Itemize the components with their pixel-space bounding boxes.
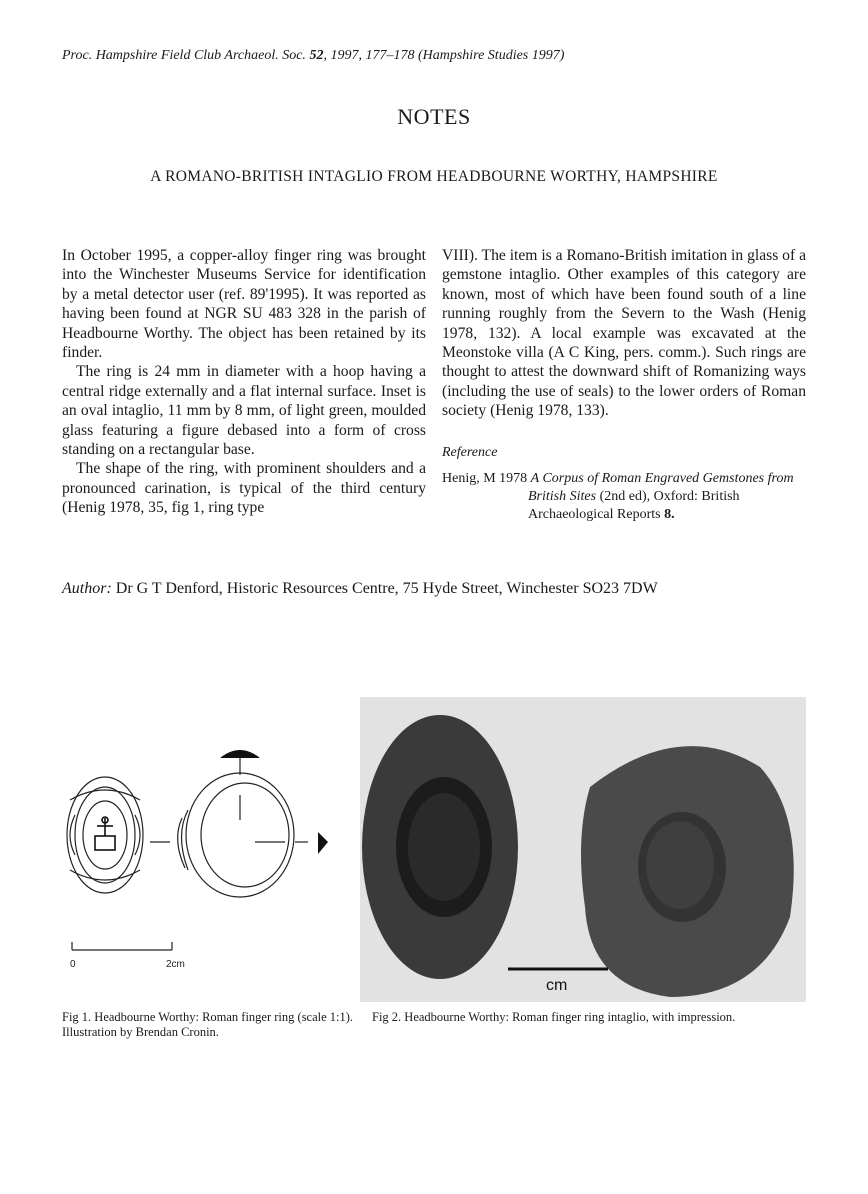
article-title: A ROMANO-BRITISH INTAGLIO FROM HEADBOURNE WORTHY, HAMPSHIRE — [150, 168, 718, 185]
reference-heading: Reference — [442, 444, 498, 460]
ring-drawing — [60, 740, 350, 970]
ring-photo — [360, 697, 806, 1002]
figure1-caption: Fig 1. Headbourne Worthy: Roman finger ring (scale 1:1). Illustration by Brendan Cronin. — [62, 1010, 354, 1039]
scale-end-label: 2cm — [166, 959, 185, 970]
paragraph: VIII). The item is a Romano-British imitation in glass of a gemstone intaglio. Other examples of this category are known, most of which have been found south of a line running roughly from the Severn to the Wash (Henig 1978, 132). A local example was excavated at the Meonstoke villa (A C King, pers. comm.). Such rings are thought to attest the downward shift of Romanizing ways (including the use of seals) to the lower orders of Roman society (Henig 1978, 133). — [442, 247, 806, 420]
section-title: NOTES — [397, 104, 471, 129]
figure2-caption: Fig 2. Headbourne Worthy: Roman finger ring intaglio, with impression. — [372, 1010, 736, 1024]
paragraph: The ring is 24 mm in diameter with a hoop having a central ridge externally and a flat internal surface. Inset is an oval intaglio, 11 mm by 8 mm, of light green, moulded glass featuring a figure debased into a form of cross standing on a rectangular base. — [62, 363, 426, 459]
reference-entry: Henig, M 1978 A Corpus of Roman Engraved Gemstones from British Sites (2nd ed), Oxford: British Archaeological Reports 8. — [442, 471, 794, 523]
paragraph: In October 1995, a copper-alloy finger ring was brought into the Winchester Museums Service for identification by a metal detector user (ref. 89'1995). It was reported as having been found at NGR SU 483 328 in the parish of Headbourne Worthy. The object has been retained by its finder. — [62, 247, 426, 362]
left-column — [62, 246, 426, 518]
photo-scale-label: cm — [546, 977, 568, 994]
right-column — [442, 246, 806, 524]
paragraph: The shape of the ring, with prominent shoulders and a pronounced carination, is typical of the third century (Henig 1978, 35, fig 1, ring type — [62, 460, 426, 517]
scale-start-label: 0 — [70, 959, 76, 970]
journal-header: Proc. Hampshire Field Club Archaeol. Soc. 52, 1997, 177–178 (Hampshire Studies 1997) — [62, 48, 565, 63]
author-line: Author: Dr G T Denford, Historic Resources Centre, 75 Hyde Street, Winchester SO23 7DW — [62, 580, 658, 597]
